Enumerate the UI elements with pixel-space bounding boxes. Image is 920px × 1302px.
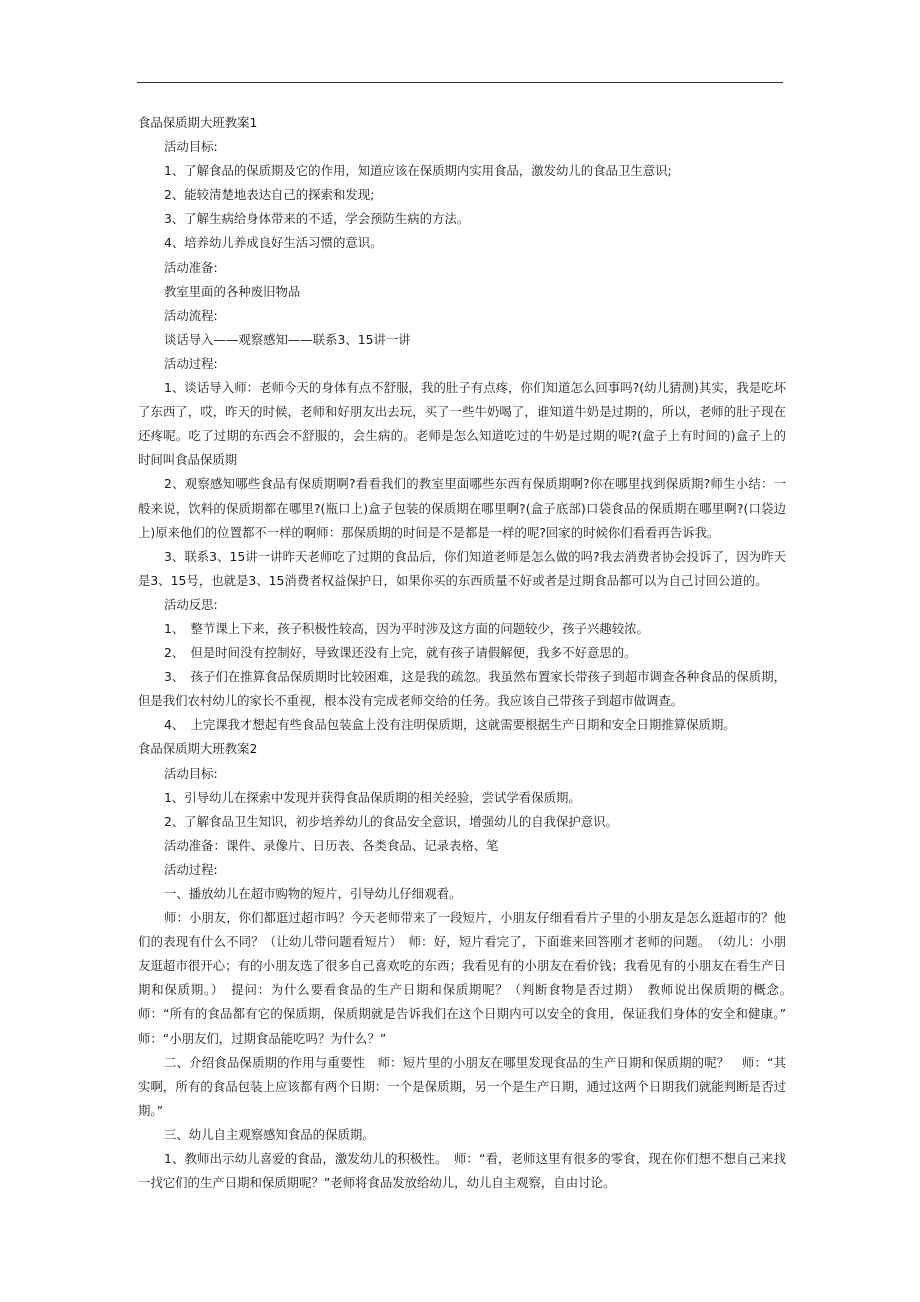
paragraph: 4、 上完课我才想起有些食品包装盒上没有注明保质期，这就需要根据生产日期和安全日期推算保质期。	[164, 717, 736, 733]
paragraph: 谈话导入——观察感知——联系3、15讲一讲	[164, 331, 411, 347]
paragraph: 活动反思:	[164, 596, 218, 612]
paragraph: 二、介绍食品保质期的作用与重要性 师：短片里的小朋友在哪里发现食品的生产日期和保质期的呢？ 师：“其实啊，所有的食品包装上应该都有两个日期：一个是保质期，另一个是生产日期，通过这两个日期我们就能判断是否过期。”	[138, 1054, 786, 1118]
paragraph: 1、引导幼儿在探索中发现并获得食品保质期的相关经验，尝试学看保质期。	[164, 789, 581, 805]
paragraph: 1、了解食品的保质期及它的作用，知道应该在保质期内实用食品，激发幼儿的食品卫生意识;	[164, 163, 672, 179]
paragraph: 2、 但是时间没有控制好，导致课还没有上完，就有孩子请假解便，我多不好意思的。	[164, 645, 637, 661]
paragraph: 2、能较清楚地表达自己的探索和发现;	[164, 187, 375, 203]
paragraph: 4、培养幼儿养成良好生活习惯的意识。	[164, 235, 383, 251]
paragraph: 1、教师出示幼儿喜爱的食品，激发幼儿的积极性。 师：“看，老师这里有很多的零食，现在你们想不想自己来找一找它们的生产日期和保质期呢？”老师将食品发放给幼儿，幼儿自主观察，自由讨论。	[138, 1151, 786, 1191]
paragraph: 一、播放幼儿在超市购物的短片，引导幼儿仔细观看。	[164, 886, 462, 901]
paragraph: 活动准备：课件、录像片、日历表、各类食品、记录表格、笔	[164, 837, 499, 853]
section-title: 食品保质期大班教案2	[138, 741, 258, 757]
section-title: 食品保质期大班教案1	[138, 115, 258, 130]
paragraph: 活动流程:	[164, 307, 218, 323]
paragraph: 2、了解食品卫生知识，初步培养幼儿的食品安全意识，增强幼儿的自我保护意识。	[164, 813, 618, 829]
paragraph: 活动准备:	[164, 259, 218, 275]
paragraph: 3、联系3、15讲一讲昨天老师吃了过期的食品后，你们知道老师是怎么做的吗?我去消费者协会投诉了，因为昨天是3、15号，也就是3、15消费者权益保护日，如果你买的东西质量不好或者是过期食品都可以为自己讨回公道的。	[138, 548, 786, 588]
paragraph: 1、 整节课上下来，孩子积极性较高，因为平时涉及这方面的问题较少，孩子兴趣较浓。	[164, 620, 649, 636]
header-rule	[137, 82, 783, 83]
paragraph: 三、幼儿自主观察感知食品的保质期。	[164, 1126, 375, 1142]
paragraph: 3、 孩子们在推算食品保质期时比较困难，这是我的疏忽。我虽然布置家长带孩子到超市调查各种食品的保质期，但是我们农村幼儿的家长不重视，根本没有完成老师交给的任务。我应该自己带孩子到超市做调查。	[138, 669, 786, 709]
document-body	[138, 111, 799, 1195]
paragraph: 活动过程:	[164, 861, 218, 877]
paragraph: 3、了解生病给身体带来的不适，学会预防生病的方法。	[164, 211, 470, 227]
paragraph: 活动目标:	[164, 765, 218, 781]
paragraph: 师：小朋友，你们都逛过超市吗？今天老师带来了一段短片，小朋友仔细看看片子里的小朋友是怎么逛超市的？他们的表现有什么不同？（让幼儿带问题看短片） 师：好，短片看完了，下面谁来回答刚才老师的问题。 （幼儿：小朋友逛超市很开心；有的小朋友选了很多自己喜欢吃的东西；我看见有的小朋友在看价钱；我看见有的小朋友在看生产日期和保质期。） 提问：为什么要看食品的生产日期和保质期呢？（判断食物是否过期） 教师说出保质期的概念。 师：“所有的食品都有它的保质期，保质期就是告诉我们在这个日期内可以安全的食用，保证我们身体的安全和健康。” 师：“小朋友们，过期食品能吃吗？为什么？”	[138, 910, 799, 1046]
paragraph: 活动目标:	[164, 139, 218, 155]
paragraph: 1、谈话导入师：老师今天的身体有点不舒服，我的肚子有点疼，你们知道怎么回事吗?(幼儿猜测)其实，我是吃坏了东西了，哎，昨天的时候，老师和好朋友出去玩，买了一些牛奶喝了，谁知道牛奶是过期的，所以，老师的肚子现在还疼呢。吃了过期的东西会不舒服的，会生病的。老师是怎么知道吃过的牛奶是过期的呢?(盒子上有时间的)盒子上的时间叫食品保质期	[138, 380, 786, 468]
paragraph: 活动过程:	[164, 355, 218, 371]
paragraph: 教室里面的各种废旧物品	[164, 283, 301, 299]
paragraph: 2、观察感知哪些食品有保质期啊?看看我们的教室里面哪些东西有保质期啊?你在哪里找到保质期?师生小结：一般来说，饮料的保质期都在哪里?(瓶口上)盒子包装的保质期在哪里啊?(盒子底部)口袋食品的保质期在哪里啊?(口袋边上)原来他们的位置都不一样的啊师：那保质期的时间是不是都是一样的呢?回家的时候你们看看再告诉我。	[138, 476, 786, 540]
